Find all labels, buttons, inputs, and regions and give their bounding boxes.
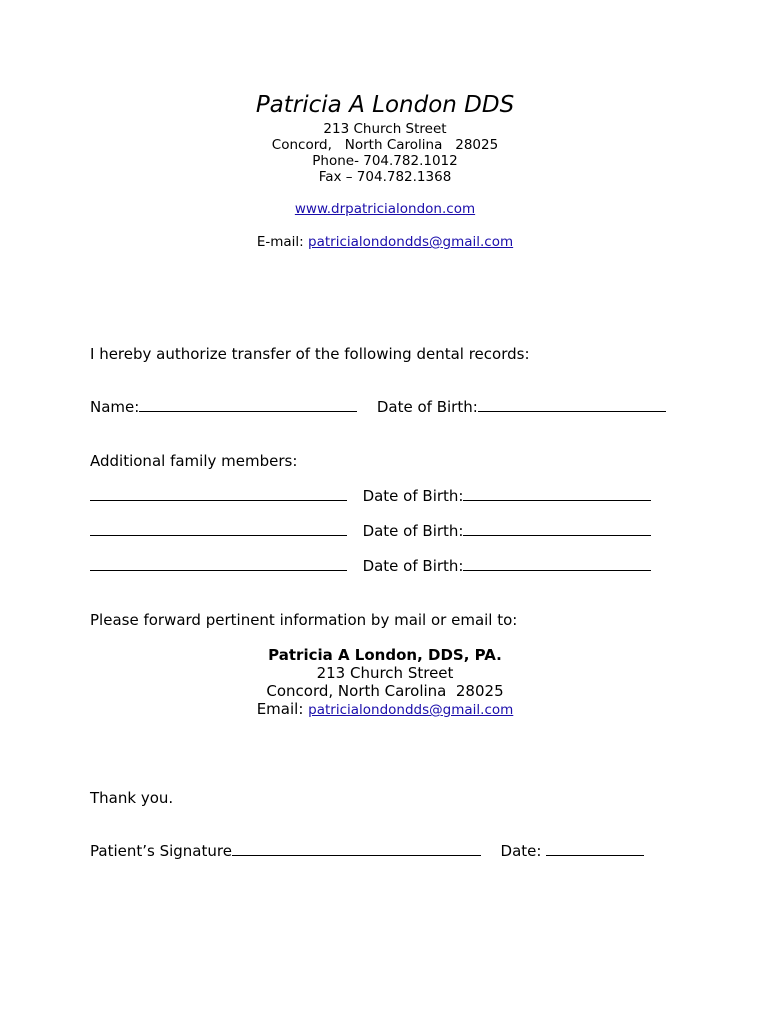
name-label: Name: — [90, 398, 140, 416]
family-dob-field[interactable] — [463, 500, 651, 501]
patient-row — [90, 398, 690, 416]
recipient-city: Concord, North Carolina 28025 — [266, 682, 504, 700]
recipient-email-label: Email: — [256, 700, 309, 718]
date-field[interactable] — [546, 855, 644, 856]
family-dob-label: Date of Birth: — [362, 487, 464, 505]
header-street: 213 Church Street — [323, 121, 447, 137]
family-dob-field[interactable] — [463, 535, 651, 536]
family-row — [90, 557, 690, 575]
family-name-field[interactable] — [90, 535, 347, 536]
header-fax: Fax – 704.782.1368 — [318, 169, 452, 185]
header-phone: Phone- 704.782.1012 — [312, 153, 458, 169]
family-dob-field[interactable] — [463, 570, 651, 571]
practice-title: Patricia A London DDS — [255, 92, 515, 118]
recipient-street: 213 Church Street — [316, 664, 454, 682]
forward-text: Please forward pertinent information by mail or email to: — [90, 611, 518, 629]
thank-you: Thank you. — [90, 789, 174, 807]
authorization-text: I hereby authorize transfer of the following dental records: — [90, 345, 530, 363]
signature-row — [90, 842, 690, 860]
family-label: Additional family members: — [90, 452, 298, 470]
recipient-email-line — [0, 700, 770, 718]
family-name-field[interactable] — [90, 500, 347, 501]
signature-field[interactable] — [232, 855, 481, 856]
name-field[interactable] — [139, 411, 357, 412]
family-row — [90, 487, 690, 505]
dob-label: Date of Birth: — [376, 398, 478, 416]
signature-label: Patient’s Signature — [90, 842, 232, 860]
recipient-name: Patricia A London, DDS, PA. — [268, 646, 502, 664]
header-city: Concord, North Carolina 28025 — [271, 137, 499, 153]
email-link[interactable]: patricialondondds@gmail.com — [308, 234, 514, 250]
family-row — [90, 522, 690, 540]
dob-field[interactable] — [478, 411, 666, 412]
header-email-line — [0, 234, 770, 250]
email-label: E-mail: — [256, 234, 309, 250]
website-link[interactable]: www.drpatricialondon.com — [294, 201, 476, 217]
recipient-email-link[interactable]: patricialondondds@gmail.com — [308, 702, 514, 718]
date-label: Date: — [500, 842, 547, 860]
family-dob-label: Date of Birth: — [362, 557, 464, 575]
family-name-field[interactable] — [90, 570, 347, 571]
family-dob-label: Date of Birth: — [362, 522, 464, 540]
